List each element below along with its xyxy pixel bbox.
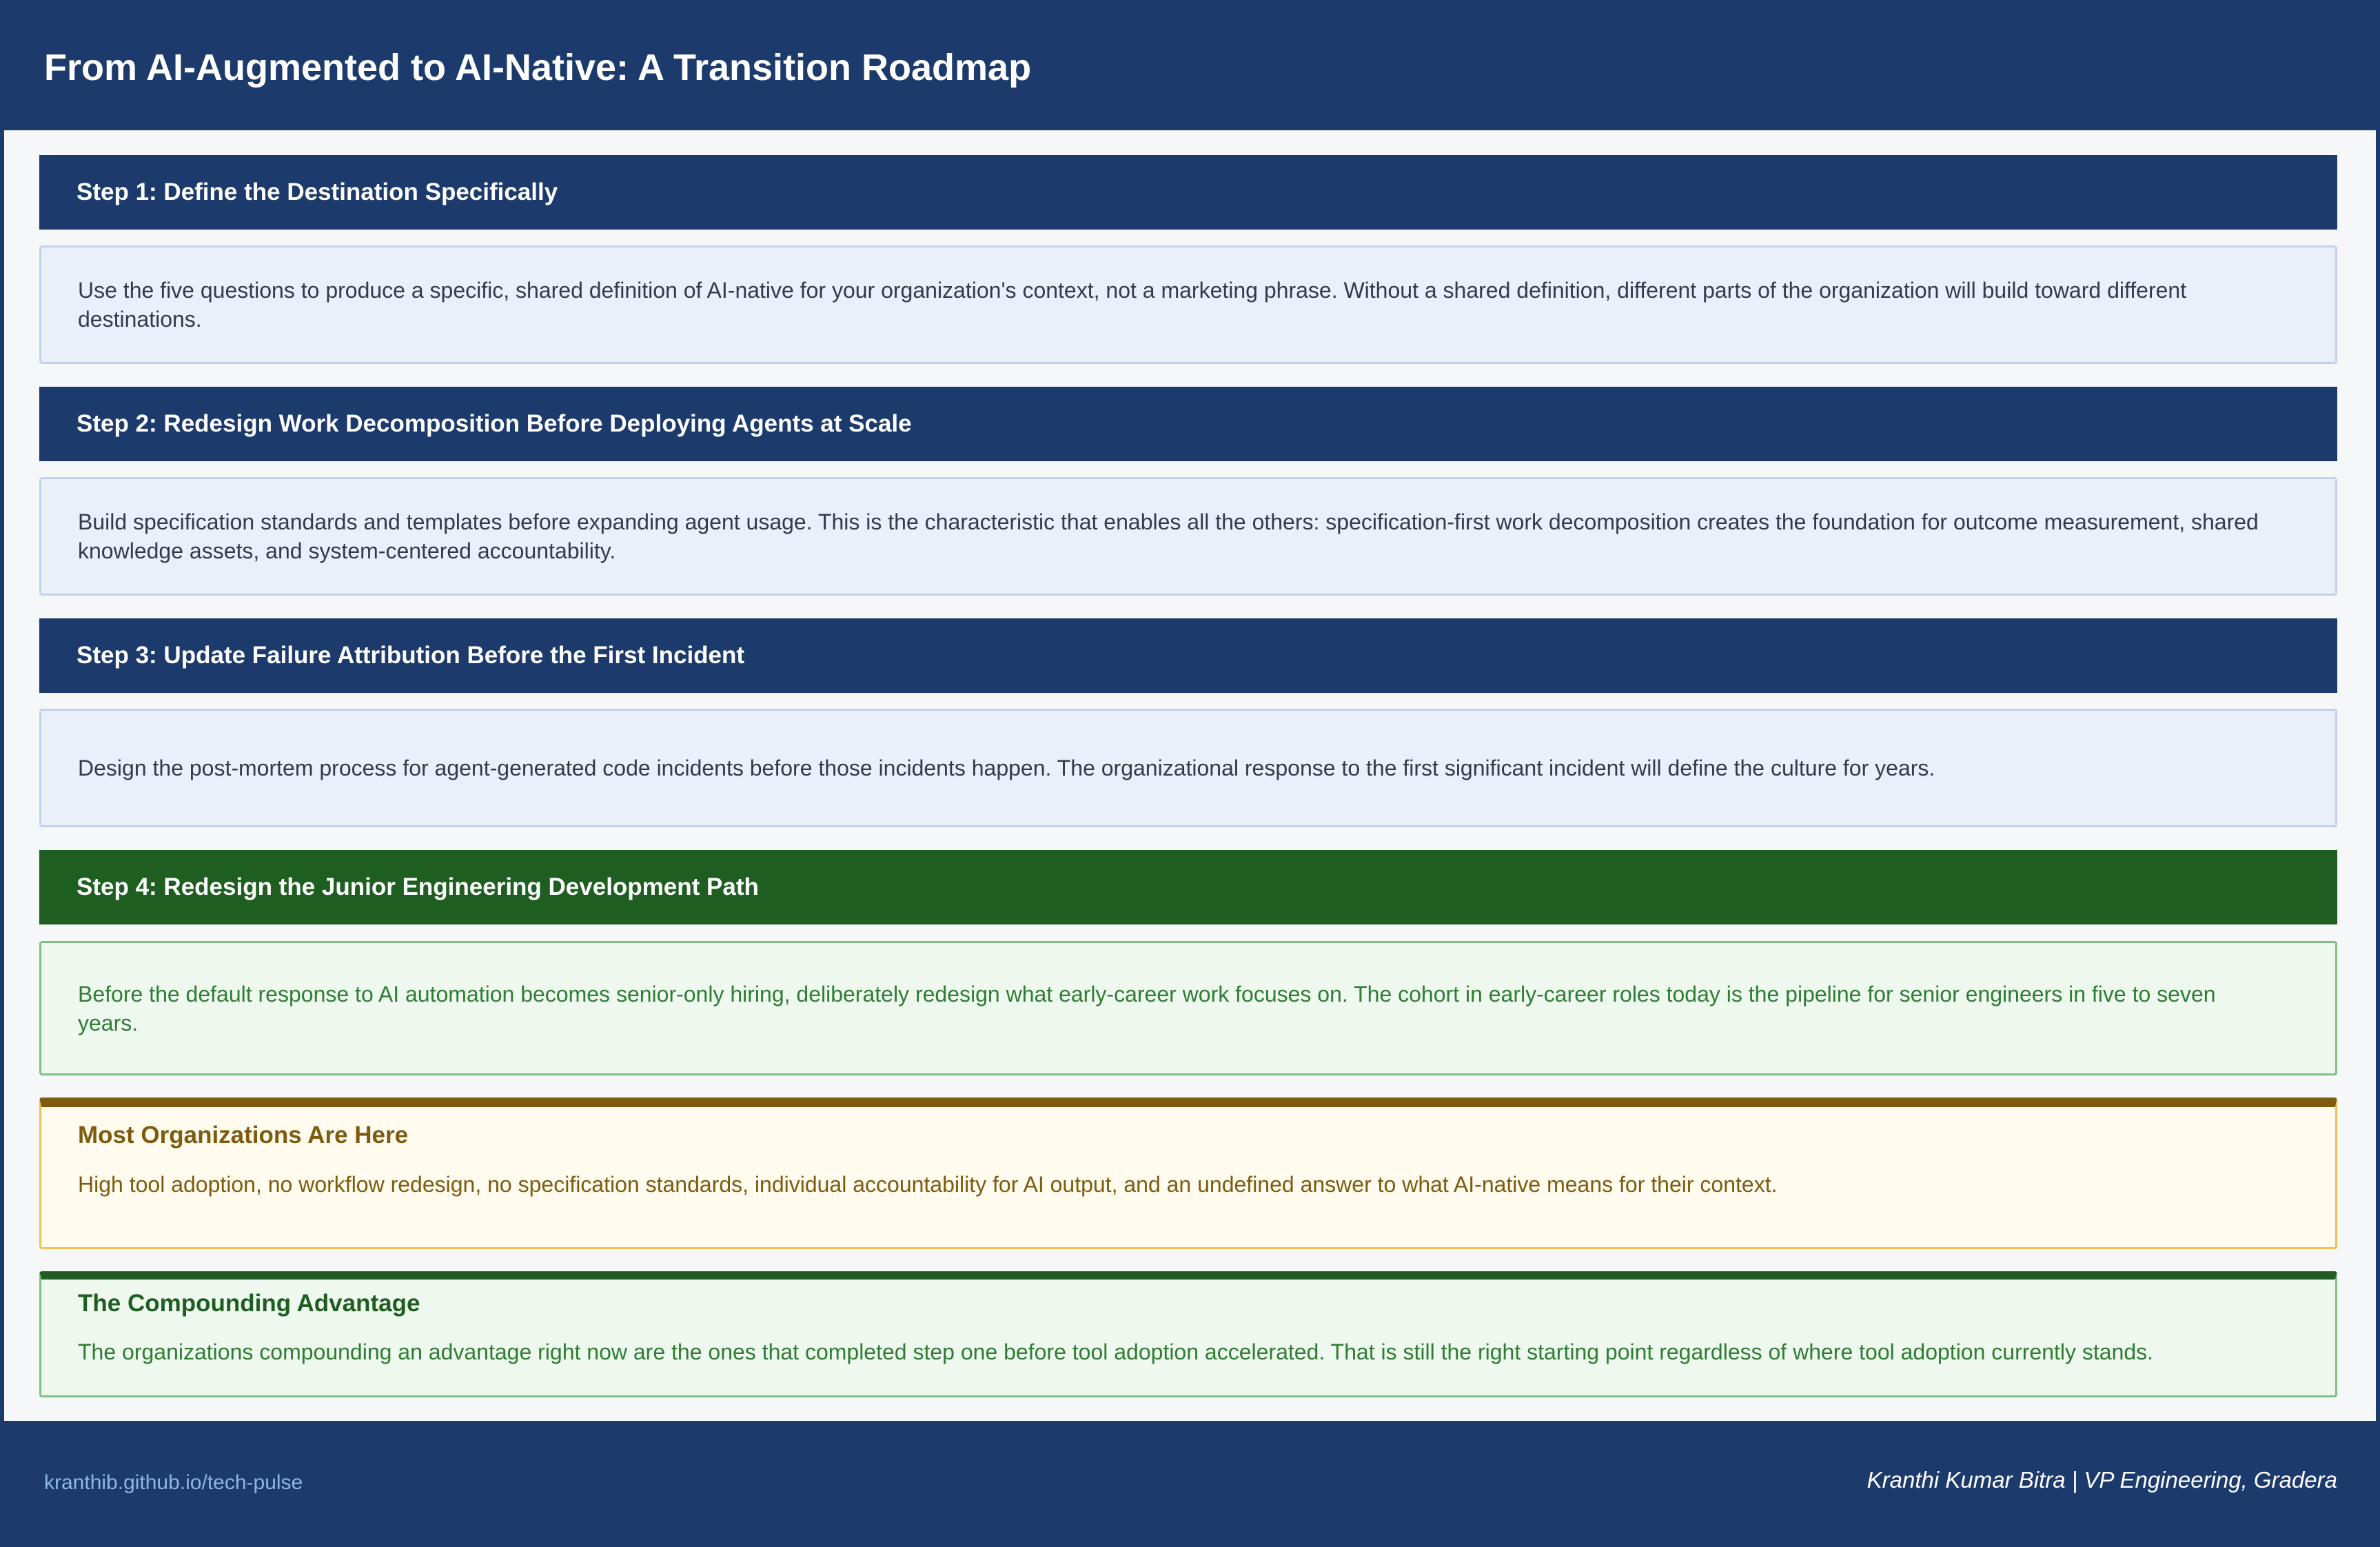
step-1-description: [39, 245, 2337, 364]
current-state-text: High tool adoption, no workflow redesign, no specification standards, individual accountability for AI output, and an undefined answer to what AI-native means for their context.: [78, 1172, 1778, 1197]
step-3-heading: Step 3: Update Failure Attribution Before the First Incident: [39, 618, 2337, 693]
step-1-heading: Step 1: Define the Destination Specifically: [39, 155, 2337, 230]
advantage-title: The Compounding Advantage: [78, 1290, 420, 1317]
step-4-description: [39, 941, 2337, 1075]
footer-author: Kranthi Kumar Bitra | VP Engineering, Gradera: [1867, 1467, 2337, 1493]
step-3-text: Design the post-mortem process for agent-generated code incidents before those incidents happen. The organizational response to the first significant incident will define the culture for years.: [78, 756, 1935, 780]
footer-url-link[interactable]: kranthib.github.io/tech-pulse: [44, 1471, 303, 1494]
step-4-text: Before the default response to AI automation becomes senior-only hiring, deliberately redesign what early-career work focuses on. The cohort in early-career roles today is the pipeline for senior engineers in five to seven years.: [78, 981, 2216, 1035]
page-title: From AI-Augmented to AI-Native: A Transition Roadmap: [44, 47, 1032, 88]
step-2-heading: Step 2: Redesign Work Decomposition Before Deploying Agents at Scale: [39, 387, 2337, 461]
current-state-title: Most Organizations Are Here: [78, 1122, 409, 1149]
step-1-text: Use the five questions to produce a specific, shared definition of AI-native for your organization's context, not a marketing phrase. Without a shared definition, different parts of the organization will build toward different destinations.: [78, 278, 2187, 332]
advantage-text: The organizations compounding an advantage right now are the ones that completed step one before tool adoption accelerated. That is still the right starting point regardless of where tool adoption currently stands.: [78, 1339, 2154, 1364]
step-4-heading: Step 4: Redesign the Junior Engineering Development Path: [39, 850, 2337, 924]
step-3-description: [39, 709, 2337, 827]
step-2-description: [39, 477, 2337, 596]
current-state-callout: [39, 1098, 2337, 1249]
advantage-callout: [39, 1271, 2337, 1397]
step-2-text: Build specification standards and templates before expanding agent usage. This is the characteristic that enables all the others: specification-first work decomposition creates the foundation for outcome measurement, shared knowledge assets, and system-centered accountability.: [78, 509, 2259, 563]
page-header: [0, 0, 2380, 130]
